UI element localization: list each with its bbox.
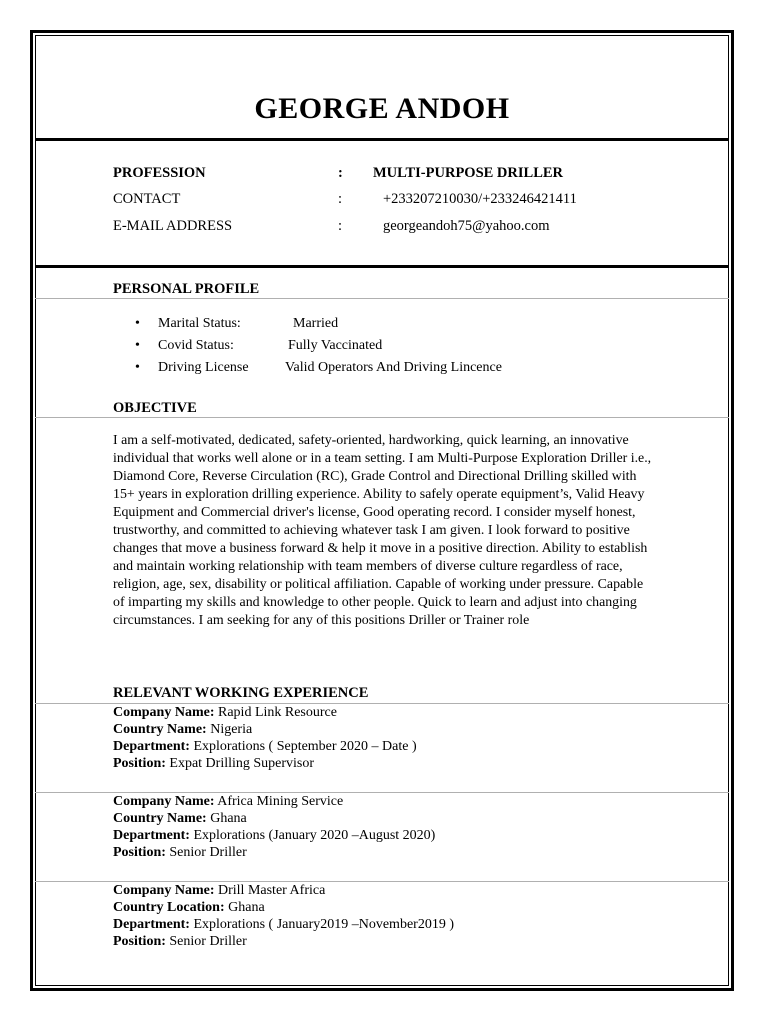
country-name: Ghana [206, 811, 247, 826]
personal-profile-heading: PERSONAL PROFILE [113, 281, 260, 297]
department-value: Explorations (January 2020 –August 2020) [189, 828, 436, 843]
profession-label: PROFESSION [113, 165, 206, 181]
job-entry-3 [113, 882, 454, 950]
country-label: Country Name: [113, 811, 207, 826]
marital-status-value: Married [293, 316, 339, 331]
country-label: Country Name: [113, 722, 207, 737]
position-label: Position: [113, 845, 166, 860]
company-label: Company Name: [113, 705, 215, 720]
objective-text: I am a self-motivated, dedicated, safety-oriented, hardworking, quick learning, an innovative individual that works well alone or in a team setting. I am Multi-Purpose Exploration Driller i.e., Diamond Core, Reverse Circulation (RC), Grade Control and Directional Drilling skilled with 15+ years in exploration drilling experience. Ability to safely operate equipment’s, Valid Heavy Equipment and Commercial driver's license, Good operating record. I consider myself honest, trustworthy, and committed to achieving whatever task I am given. I look forward to positive changes that move a business forward & help it move in a positive direction. Ability to establish and maintain working relationship with team members of diverse culture regardless of race, religion, age, sex, disability or political affiliation. Capable of working under pressure. Capable of imparting my skills and knowledge to other people. Quick to learn and adjust into changing circumstances. I am seeking for any of this positions Driller or Trainer role [113, 433, 652, 628]
divider-header [35, 138, 729, 141]
covid-status-label: Covid Status: [158, 338, 234, 353]
email-value: georgeandoh75@yahoo.com [383, 218, 550, 234]
contact-separator: : [338, 191, 343, 207]
company-name: Rapid Link Resource [214, 705, 337, 720]
department-value: Explorations ( January2019 –November2019 ) [189, 917, 454, 932]
profession-separator: : [338, 165, 343, 181]
marital-status-label: Marital Status: [158, 316, 241, 331]
email-separator: : [338, 218, 343, 234]
bullet-icon: • [135, 338, 140, 353]
email-label: E-MAIL ADDRESS [113, 218, 233, 234]
company-label: Company Name: [113, 794, 215, 809]
bullet-icon: • [135, 316, 140, 331]
divider-info [35, 265, 729, 268]
objective-heading: OBJECTIVE [113, 400, 197, 416]
covid-status-value: Fully Vaccinated [288, 338, 383, 353]
objective-rule [35, 417, 729, 418]
position-label: Position: [113, 756, 166, 771]
department-label: Department: [113, 739, 190, 754]
candidate-name: GEORGE ANDOH [254, 92, 510, 125]
personal-profile-rule [35, 298, 729, 299]
bullet-icon: • [135, 360, 140, 375]
driving-license-value: Valid Operators And Driving Lincence [285, 360, 502, 375]
department-label: Department: [113, 828, 190, 843]
position-value: Senior Driller [165, 934, 247, 949]
contact-label: CONTACT [113, 191, 181, 207]
position-value: Expat Drilling Supervisor [165, 756, 315, 771]
department-label: Department: [113, 917, 190, 932]
company-name: Drill Master Africa [214, 883, 326, 898]
country-name: Ghana [224, 900, 265, 915]
driving-license-label: Driving License [158, 360, 249, 375]
company-name: Africa Mining Service [214, 794, 344, 809]
country-name: Nigeria [206, 722, 253, 737]
position-label: Position: [113, 934, 166, 949]
profession-value: MULTI-PURPOSE DRILLER [373, 165, 564, 181]
job-entry-1 [113, 704, 417, 772]
experience-heading: RELEVANT WORKING EXPERIENCE [113, 685, 369, 701]
contact-value: +233207210030/+233246421411 [383, 191, 577, 207]
department-value: Explorations ( September 2020 – Date ) [189, 739, 417, 754]
job-entry-2 [113, 793, 435, 861]
company-label: Company Name: [113, 883, 215, 898]
country-label: Country Location: [113, 900, 225, 915]
position-value: Senior Driller [165, 845, 247, 860]
